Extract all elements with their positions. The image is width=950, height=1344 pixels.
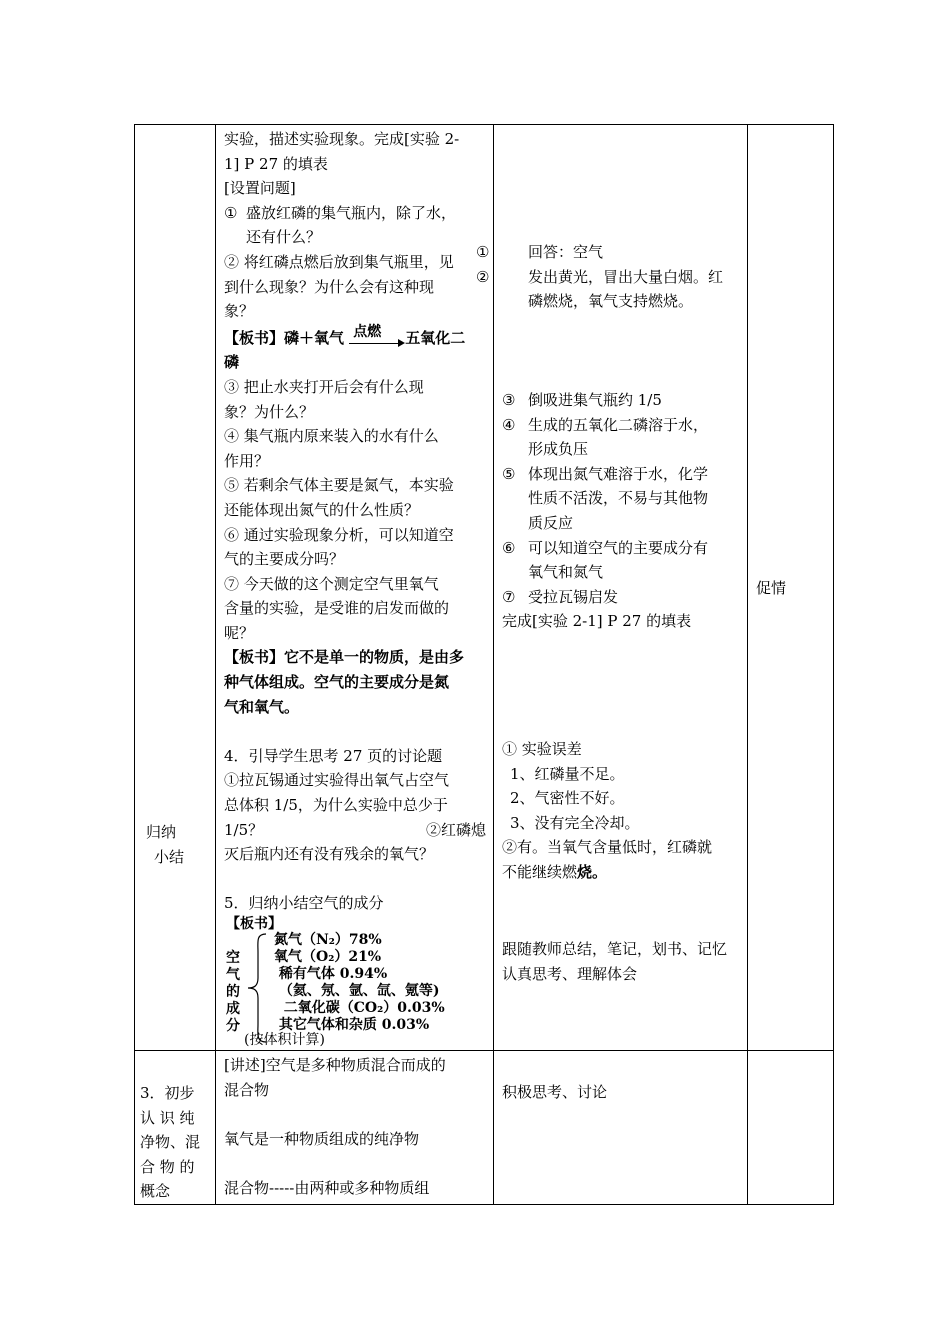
answer-2-number: ② [476, 267, 490, 286]
air-composition-side-label [226, 950, 242, 1035]
intro-line1: 实验，描述实验现象。完成[实验 2- [224, 130, 460, 148]
air-item-noble-gas: 稀有气体 0.94% [274, 966, 388, 982]
air-composition-note: (按体积计算) [244, 1032, 325, 1048]
question-6-line2: 气的主要成分吗？ [224, 550, 345, 569]
row2-section-label [140, 1081, 210, 1204]
answer-7-text: 受拉瓦锡启发 [528, 587, 619, 606]
col-border-right [833, 124, 834, 1205]
air-item-carbon-dioxide: 二氧化碳（CO₂）0.03% [274, 1000, 445, 1016]
board-note-tag: 【板书】 [224, 328, 285, 347]
answer-4 [502, 413, 742, 438]
equation-product: 五氧化二 [405, 328, 466, 347]
question-4-line2: 作用？ [224, 451, 270, 470]
curly-brace-icon [246, 932, 268, 1044]
question-7-line3: 呢？ [224, 623, 255, 642]
row1-student-activities-2 [502, 388, 742, 634]
air-item-nitrogen: 氮气（N₂）78% [274, 932, 382, 948]
intro-line2: 1] P 27 的填表 [224, 154, 328, 173]
side-char-5: 分 [226, 1018, 240, 1034]
air-composition-list [274, 932, 445, 1034]
question-5-line1: ⑤ 若剩余气体主要是氮气，本实验 [224, 476, 454, 495]
discussion-line3 [224, 818, 486, 843]
equation-reactants: 磷＋氧气 [284, 328, 345, 347]
row2-lecture-line2: 混合物 [224, 1080, 270, 1099]
question-1-number: ① [224, 203, 238, 222]
board-note-2 [224, 645, 486, 670]
table-top-border [134, 124, 834, 125]
answer-1 [476, 240, 742, 265]
row2-lecture-line3: 氧气是一种物质组成的纯净物 [224, 1129, 420, 1148]
row1-error-analysis [502, 737, 742, 885]
row2-teacher-activities [224, 1053, 486, 1201]
board-note-2-line1: 它不是单一的物质，是由多 [284, 648, 465, 667]
answer-6-text-a: 可以知道空气的主要成分有 [528, 538, 709, 557]
section-label-line2: 小结 [154, 847, 185, 866]
row1-student-activities [476, 240, 742, 314]
answer-4-text-b: 形成负压 [528, 440, 589, 459]
row2-label-line1: 3．初步 [140, 1084, 195, 1102]
question-7-line2: 含量的实验，是受谁的启发而做的 [224, 599, 450, 618]
answer-2-text-a: 发出黄光，冒出大量白烟。红 [528, 267, 724, 286]
question-2-line1: ② 将红磷点燃后放到集气瓶里，见 [224, 252, 454, 271]
answer-4-number: ④ [502, 415, 516, 434]
row2-lecture-line1: [讲述]空气是多种物质混合而成的 [224, 1056, 446, 1074]
summary-activity-line1: 跟随教师总结，笔记，划书、记忆 [502, 940, 728, 958]
answer-5-text-c: 质反应 [528, 513, 574, 532]
row2-label-line4: 合 物 的 [140, 1157, 195, 1176]
board-note-2-tag: 【板书】 [224, 648, 285, 667]
col-border-1 [215, 124, 216, 1205]
error-item-2: 2、气密性不好。 [510, 789, 625, 808]
discussion-line1: ①拉瓦锡通过实验得出氧气占空气 [224, 771, 450, 790]
row2-student-activities: 积极思考、讨论 [502, 1083, 608, 1101]
board-note-3-tag: 【板书】 [226, 916, 282, 932]
row2-label-line3: 净物、混 [140, 1133, 201, 1152]
reaction-arrow-icon [349, 324, 405, 350]
row1-intent: 促情 [756, 579, 787, 597]
answer-3-text: 倒吸进集气瓶约 1/5 [528, 391, 662, 409]
answer-1-text: 回答：空气 [528, 243, 604, 261]
set-question-heading: [设置问题] [224, 179, 296, 198]
residual-oxygen-line2 [502, 860, 742, 885]
side-char-4: 成 [226, 1001, 240, 1017]
question-7-line1: ⑦ 今天做的这个测定空气里氧气 [224, 574, 439, 593]
answer-5-text-a: 体现出氮气难溶于水，化学 [528, 464, 709, 483]
board-note-1 [224, 326, 486, 351]
summary-activity-line2: 认真思考、理解体会 [502, 964, 638, 983]
air-item-oxygen: 氧气（O₂）21% [274, 949, 382, 965]
answer-6 [502, 536, 742, 561]
question-5-line2: 还能体现出氮气的什么性质？ [224, 500, 420, 519]
question-2-line3: 象？ [224, 302, 255, 321]
discussion-line3-b: ②红磷熄 [425, 820, 486, 839]
residual-oxygen-line1: ②有。当氧气含量低时，红磷就 [502, 838, 713, 857]
discussion-line2: 总体积 1/5，为什么实验中总少于 [224, 796, 448, 815]
answer-5-number: ⑤ [502, 464, 516, 483]
row2-lecture-line4: 混合物-----由两种或多种物质组 [224, 1178, 430, 1197]
row2-label-line5: 概念 [140, 1182, 171, 1201]
question-4-line1: ④ 集气瓶内原来装入的水有什么 [224, 427, 439, 446]
equation-product-end: 磷 [224, 353, 240, 372]
board-note-2-line2: 种气体组成。空气的主要成分是氮 [224, 673, 450, 692]
answer-6-number: ⑥ [502, 538, 516, 557]
col-border-left [134, 124, 135, 1205]
board-note-2-line3: 气和氧气。 [224, 697, 300, 716]
answer-7-number: ⑦ [502, 587, 516, 606]
discussion-heading: 4．引导学生思考 27 页的讨论题 [224, 746, 443, 765]
question-6-line1: ⑥ 通过实验现象分析，可以知道空 [224, 525, 454, 544]
col-border-3 [747, 124, 748, 1205]
discussion-line3-a: 1/5？ [224, 820, 264, 839]
table-bottom-border [134, 1204, 834, 1205]
row2-label-line2: 认 识 纯 [140, 1108, 195, 1127]
answer-5-text-b: 性质不活泼，不易与其他物 [528, 489, 709, 508]
air-item-noble-gas-list: （氦、氖、氩、氙、氪等) [274, 983, 440, 999]
row-divider [134, 1050, 834, 1051]
question-1-text-a: 盛放红磷的集气瓶内，除了水， [246, 203, 457, 222]
question-3-line1: ③ 把止水夹打开后会有什么现 [224, 377, 424, 396]
summary-heading: 5．归纳小结空气的成分 [224, 894, 384, 913]
discussion-line4: 灭后瓶内还有没有残余的氧气？ [224, 845, 435, 864]
section-label-line1: 归纳 [146, 823, 177, 841]
question-1 [224, 201, 486, 226]
answer-6-text-b: 氧气和氮气 [528, 563, 604, 582]
answer-3-number: ③ [502, 391, 516, 409]
reaction-condition: 点燃 [353, 324, 382, 341]
question-3-line2: 象？为什么？ [224, 402, 315, 421]
answer-1-number: ① [476, 243, 490, 261]
question-1-text-b: 还有什么？ [246, 228, 322, 247]
answer-2 [476, 265, 742, 290]
answer-3 [502, 388, 742, 413]
side-char-3: 的 [226, 984, 240, 1000]
side-char-1: 空 [226, 950, 240, 966]
answer-7 [502, 585, 742, 610]
row1-summary-activity [502, 937, 742, 986]
side-char-2: 气 [226, 967, 240, 983]
air-item-other: 其它气体和杂质 0.03% [274, 1017, 430, 1033]
row1-section-label [146, 820, 208, 869]
residual-oxygen-bold: 烧。 [577, 862, 608, 881]
error-heading: ① 实验误差 [502, 740, 582, 758]
answer-4-text-a: 生成的五氧化二磷溶于水， [528, 415, 709, 434]
error-item-3: 3、没有完全冷却。 [510, 813, 640, 832]
answer-5 [502, 462, 742, 487]
residual-oxygen-plain: 不能继续燃 [502, 862, 578, 881]
col-border-2 [493, 124, 494, 1205]
answer-8: 完成[实验 2-1] P 27 的填表 [502, 612, 692, 631]
answer-2-text-b: 磷燃烧，氧气支持燃烧。 [528, 292, 694, 311]
error-item-1: 1、红磷量不足。 [510, 764, 625, 783]
row1-teacher-activities [224, 127, 486, 916]
question-2-line2: 到什么现象？为什么会有这种现 [224, 277, 435, 296]
